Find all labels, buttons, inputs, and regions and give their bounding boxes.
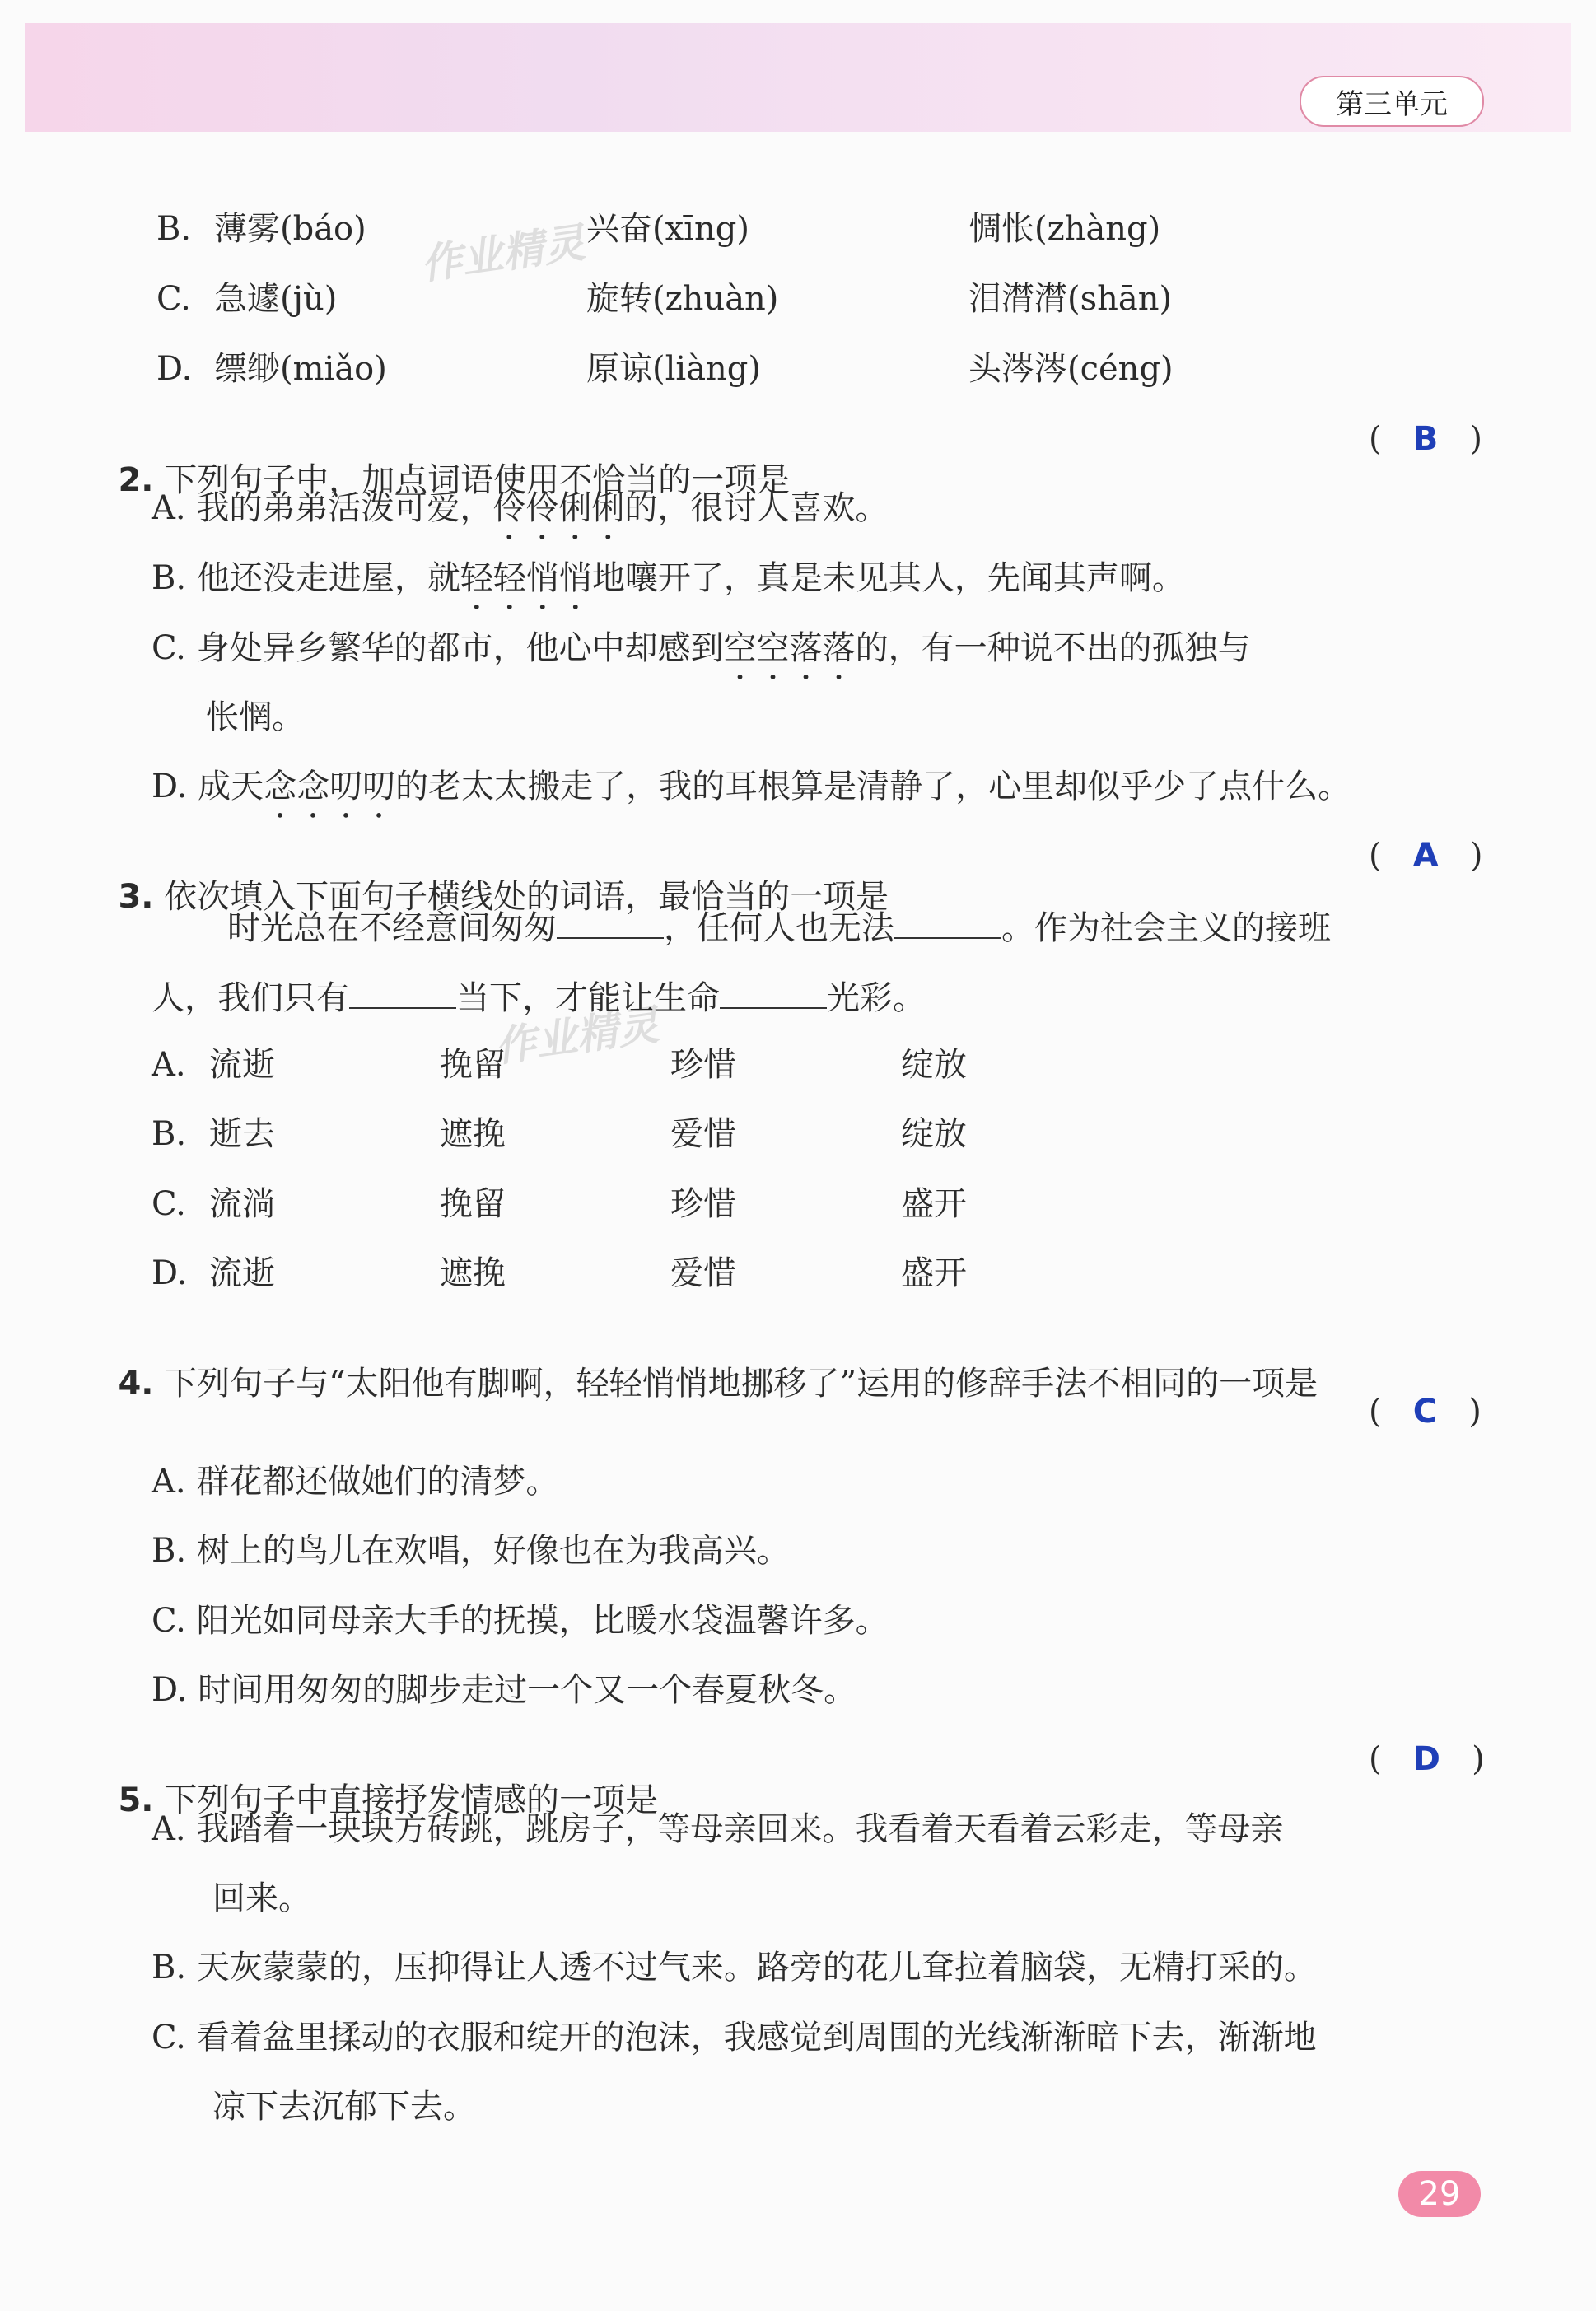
unit-label: 第三单元 — [1300, 76, 1484, 127]
page-number: 29 — [1398, 2171, 1481, 2217]
blank-4 — [720, 974, 827, 1009]
blank-1 — [557, 904, 664, 939]
answer-5: ( D ) — [1369, 1740, 1485, 1778]
q4-option-a: A. 群花都还做她们的清梦。 — [152, 1463, 559, 1501]
q3-passage-line2: 人，我们只有 当下，才能让生命 光彩。 — [152, 974, 926, 1019]
q5-option-a-cont: 回来。 — [212, 1879, 311, 1917]
blank-3 — [349, 974, 456, 1009]
watermark: 作业精灵 — [418, 218, 588, 289]
answer-4: ( C ) — [1369, 1393, 1482, 1431]
q2-option-c-cont: 怅惘。 — [206, 698, 305, 736]
question-5-stem: 5. 下列句子中直接抒发情感的一项是 — [118, 1781, 659, 1819]
q5-option-a: A. 我踏着一块块方砖跳，跳房子，等母亲回来。我看着天看着云彩走，等母亲 — [152, 1810, 1284, 1848]
answer-3: ( A ) — [1369, 837, 1483, 875]
watermark: 作业精灵 — [492, 1001, 662, 1071]
q2-option-a: A. 我的弟弟活泼可爱，伶伶俐俐的，很讨人喜欢。 — [152, 489, 889, 527]
q5-option-c: C. 看着盆里揉动的衣服和绽开的泡沫，我感觉到周围的光线渐渐暗下去，渐渐地 — [152, 2019, 1317, 2057]
q4-option-b: B. 树上的鸟儿在欢唱，好像也在为我高兴。 — [152, 1532, 790, 1570]
answer-2: ( B ) — [1369, 420, 1482, 458]
q2-option-b: B. 他还没走进屋，就轻轻悄悄地嚷开了，真是未见其人，先闻其声啊。 — [152, 559, 1185, 597]
question-2-stem: 2. 下列句子中，加点词语使用不恰当的一项是 — [118, 461, 791, 499]
q5-option-b: B. 天灰蒙蒙的，压抑得让人透不过气来。路旁的花儿耷拉着脑袋，无精打采的。 — [152, 1949, 1317, 1987]
q2-option-d: D. 成天念念叨叨的老太太搬走了，我的耳根算是清静了，心里却似乎少了点什么。 — [152, 768, 1351, 805]
blank-2 — [894, 904, 1001, 939]
q5-option-c-cont: 凉下去沉郁下去。 — [212, 2088, 476, 2126]
q4-option-c: C. 阳光如同母亲大手的抚摸，比暖水袋温馨许多。 — [152, 1602, 889, 1640]
q4-option-d: D. 时间用匆匆的脚步走过一个又一个春夏秋冬。 — [152, 1671, 857, 1709]
q3-passage-line1: 时光总在不经意间匆匆 ，任何人也无法 。作为社会主义的接班 — [227, 904, 1331, 949]
question-3-stem: 3. 依次填入下面句子横线处的词语，最恰当的一项是 — [118, 878, 889, 916]
q2-option-c: C. 身处异乡繁华的都市，他心中却感到空空落落的，有一种说不出的孤独与 — [152, 629, 1251, 667]
question-4-stem: 4. 下列句子与“太阳他有脚啊，轻轻悄悄地挪移了”运用的修辞手法不相同的一项是 — [118, 1365, 1318, 1403]
